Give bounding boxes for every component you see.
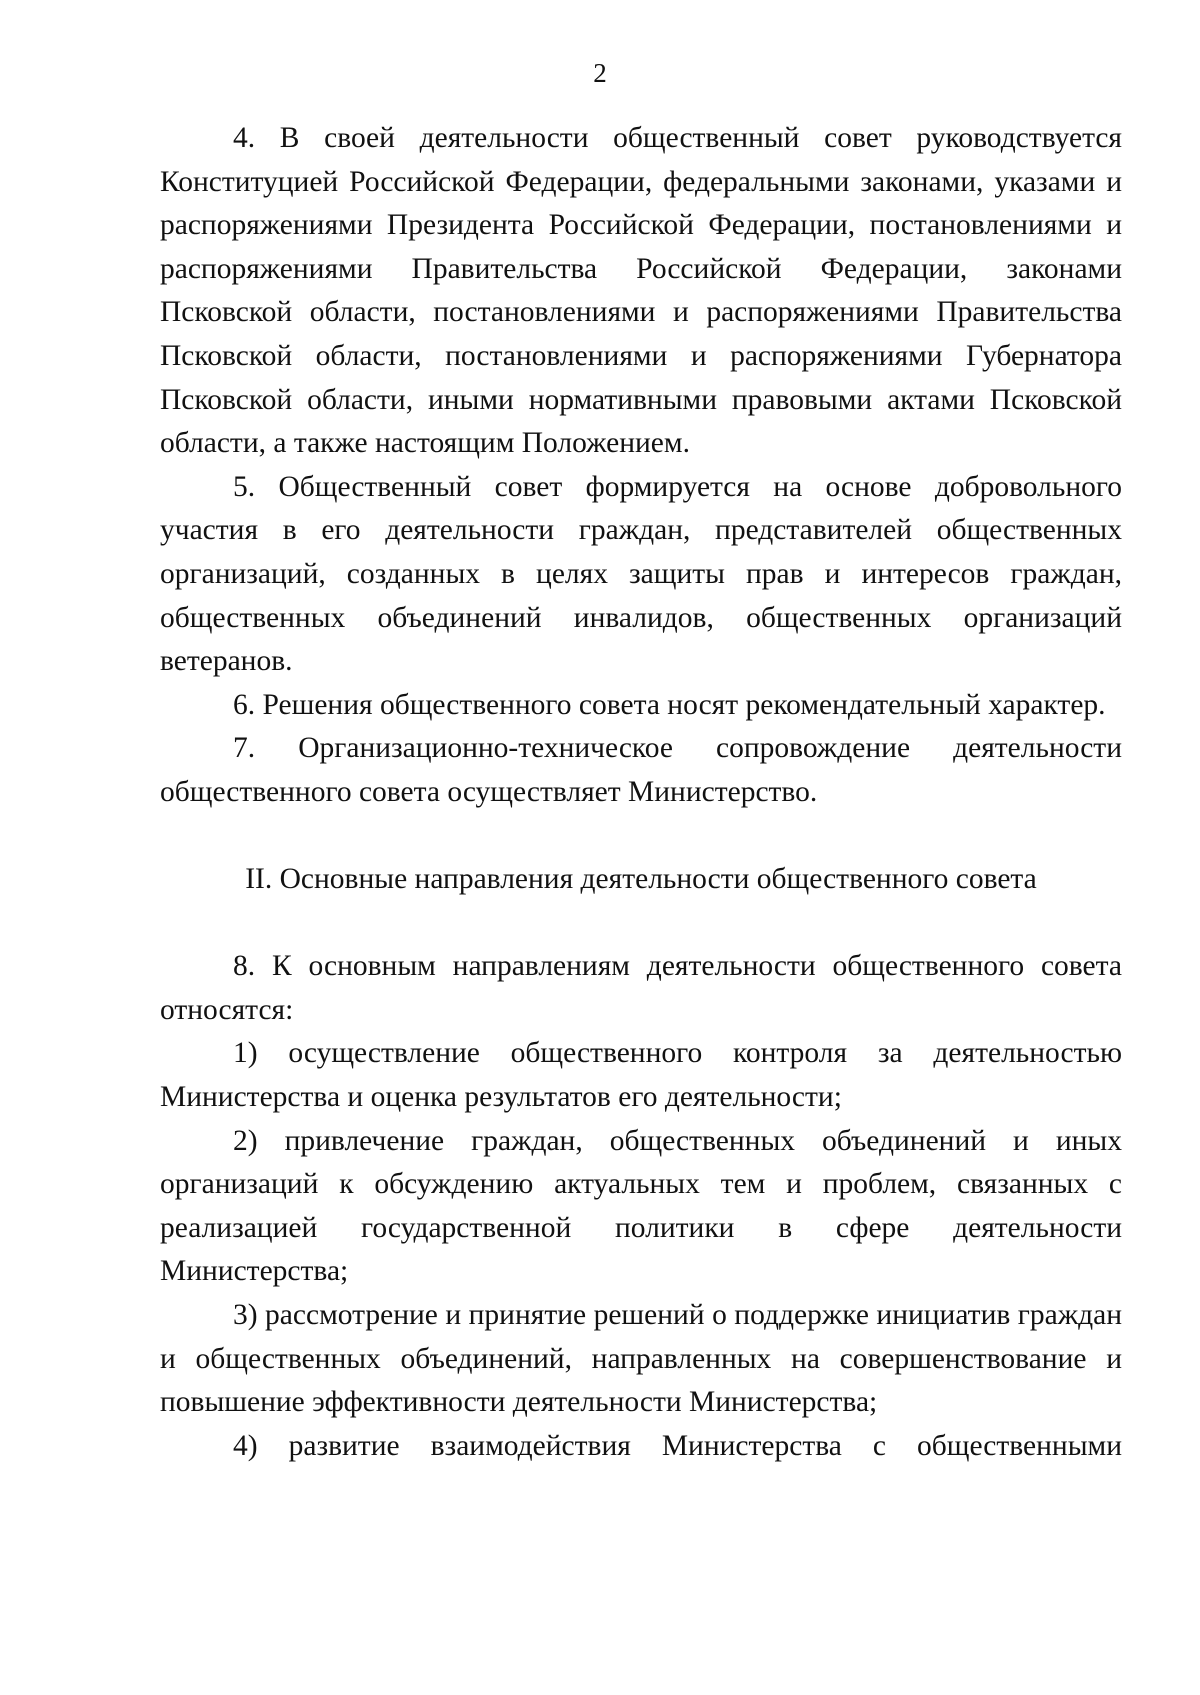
list-item-2: 2) привлечение граждан, общественных объединений и иных организаций к обсуждению актуальных тем и проблем, связанных с реализацией государственной политики в сфере деятельности Министерства; <box>160 1124 1122 1288</box>
section-heading: II. Основные направления деятельности общественного совета <box>245 863 1037 896</box>
page-number: 2 <box>593 58 607 88</box>
paragraph-6: 6. Решения общественного совета носят рекомендательный характер. <box>233 688 1106 721</box>
list-item-1: 1) осуществление общественного контроля за деятельностью Министерства и оценка результатов его деятельности; <box>160 1037 1122 1114</box>
paragraph-5: 5. Общественный совет формируется на основе добровольного участия в его деятельности граждан, представителей общественных организаций, созданных в целях защиты прав и интересов граждан, общественных объединений инвалидов, общественных организаций ветеранов. <box>160 470 1122 678</box>
list-item-4: 4) развитие взаимодействия Министерства с общественными <box>233 1429 1122 1462</box>
paragraph-8: 8. К основным направлениям деятельности общественного совета относятся: <box>160 950 1122 1026</box>
document-body <box>160 117 1122 1468</box>
list-item-3: 3) рассмотрение и принятие решений о поддержке инициатив граждан и общественных объединений, направленных на совершенствование и повышение эффективности деятельности Министерства; <box>160 1299 1122 1419</box>
paragraph-7: 7. Организационно-техническое сопровождение деятельности общественного совета осуществляет Министерство. <box>160 732 1122 808</box>
paragraph-4: 4. В своей деятельности общественный совет руководствуется Конституцией Российской Федерации, федеральными законами, указами и распоряжениями Президента Российской Федерации, постановлениями и распоряжениями Правительства Российской Федерации, законами Псковской области, постановлениями и распоряжениями Правительства Псковской области, постановлениями и распоряжениями Губернатора Псковской области, иными нормативными правовыми актами Псковской области, а также настоящим Положением. <box>160 122 1122 460</box>
